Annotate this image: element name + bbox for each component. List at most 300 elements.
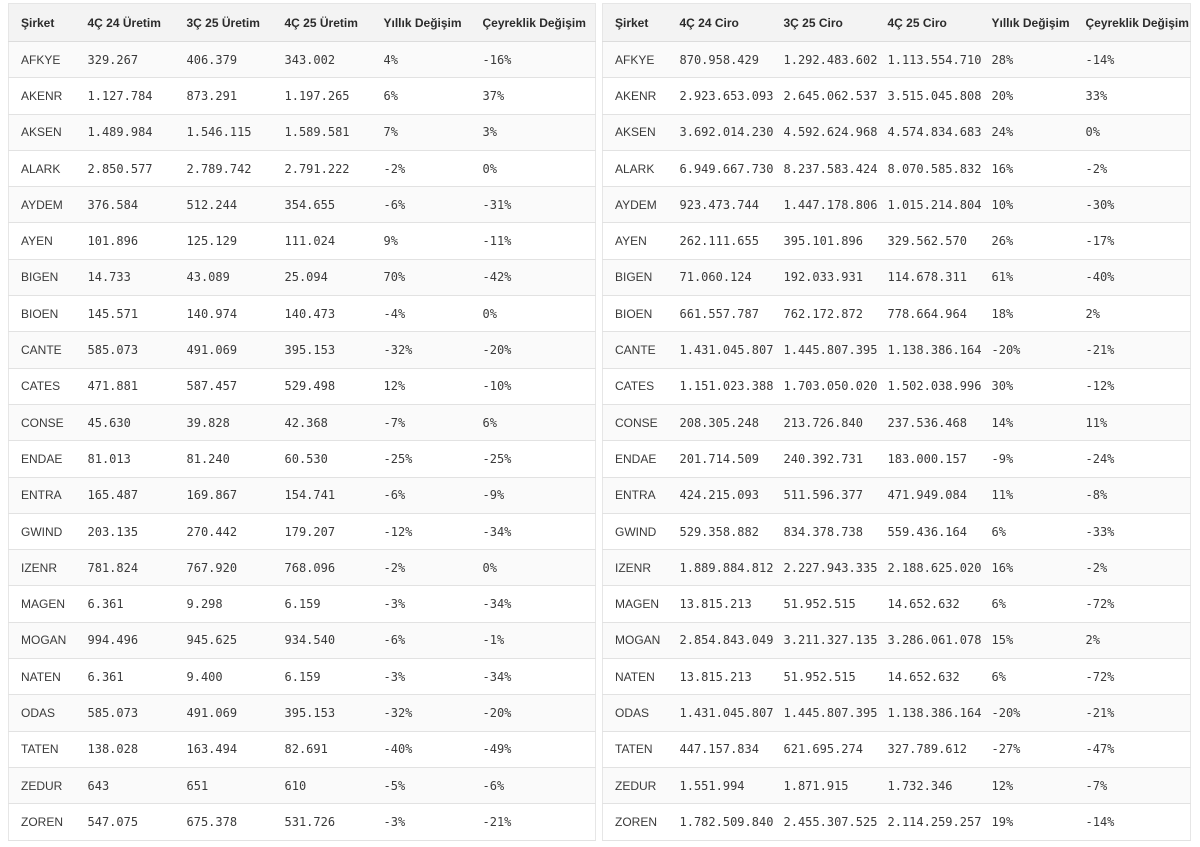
cell-q3-25: 675.378 <box>175 804 273 840</box>
cell-q4-25: 3.515.045.808 <box>876 78 980 114</box>
cell-quarterly-change: 0% <box>471 550 596 586</box>
cell-q4-24: 2.923.653.093 <box>668 78 772 114</box>
cell-q4-24: 45.630 <box>76 404 175 440</box>
cell-quarterly-change: -2% <box>1074 150 1191 186</box>
cell-company: NATEN <box>603 659 668 695</box>
cell-q4-25: 140.473 <box>273 296 372 332</box>
table-header-row <box>9 4 596 42</box>
cell-q3-25: 270.442 <box>175 513 273 549</box>
cell-company: NATEN <box>9 659 76 695</box>
cell-q4-24: 3.692.014.230 <box>668 114 772 150</box>
cell-q4-25: 327.789.612 <box>876 731 980 767</box>
cell-company: AYDEM <box>603 187 668 223</box>
cell-yearly-change: -25% <box>372 441 471 477</box>
cell-q3-25: 873.291 <box>175 78 273 114</box>
table-row <box>603 695 1191 731</box>
table-row <box>9 404 596 440</box>
cell-quarterly-change: -21% <box>1074 695 1191 731</box>
cell-quarterly-change: 3% <box>471 114 596 150</box>
cell-q4-25: 183.000.157 <box>876 441 980 477</box>
col-header-q4-25-production[interactable]: 4Ç 25 Üretim <box>273 4 372 42</box>
cell-q4-25: 60.530 <box>273 441 372 477</box>
cell-yearly-change: 28% <box>980 42 1074 78</box>
cell-q3-25: 8.237.583.424 <box>772 150 876 186</box>
cell-company: TATEN <box>603 731 668 767</box>
cell-quarterly-change: -30% <box>1074 187 1191 223</box>
col-header-yearly-change[interactable]: Yıllık Değişim <box>372 4 471 42</box>
table-row <box>603 114 1191 150</box>
cell-q3-25: 2.789.742 <box>175 150 273 186</box>
cell-q4-24: 6.361 <box>76 586 175 622</box>
cell-q4-24: 1.151.023.388 <box>668 368 772 404</box>
col-header-q3-25-production[interactable]: 3Ç 25 Üretim <box>175 4 273 42</box>
table-row <box>9 332 596 368</box>
cell-yearly-change: 16% <box>980 550 1074 586</box>
cell-q3-25: 51.952.515 <box>772 659 876 695</box>
table-row <box>9 368 596 404</box>
cell-q4-24: 101.896 <box>76 223 175 259</box>
cell-q4-25: 934.540 <box>273 622 372 658</box>
cell-q4-25: 610 <box>273 767 372 803</box>
cell-quarterly-change: -21% <box>471 804 596 840</box>
cell-q3-25: 2.455.307.525 <box>772 804 876 840</box>
table-row <box>603 42 1191 78</box>
cell-yearly-change: 4% <box>372 42 471 78</box>
cell-q3-25: 3.211.327.135 <box>772 622 876 658</box>
cell-q4-25: 42.368 <box>273 404 372 440</box>
table-row <box>9 622 596 658</box>
col-header-q4-24-production[interactable]: 4Ç 24 Üretim <box>76 4 175 42</box>
cell-q4-25: 14.652.632 <box>876 586 980 622</box>
cell-quarterly-change: -33% <box>1074 513 1191 549</box>
cell-q4-25: 6.159 <box>273 659 372 695</box>
cell-yearly-change: -3% <box>372 804 471 840</box>
cell-q4-24: 6.949.667.730 <box>668 150 772 186</box>
cell-quarterly-change: -11% <box>471 223 596 259</box>
cell-quarterly-change: -1% <box>471 622 596 658</box>
table-row <box>603 622 1191 658</box>
table-row <box>603 78 1191 114</box>
cell-q4-25: 3.286.061.078 <box>876 622 980 658</box>
cell-q4-25: 1.113.554.710 <box>876 42 980 78</box>
cell-q4-24: 870.958.429 <box>668 42 772 78</box>
table-row <box>9 259 596 295</box>
cell-q3-25: 1.445.807.395 <box>772 332 876 368</box>
cell-q4-25: 471.949.084 <box>876 477 980 513</box>
cell-q4-25: 179.207 <box>273 513 372 549</box>
cell-q3-25: 1.546.115 <box>175 114 273 150</box>
cell-q4-24: 424.215.093 <box>668 477 772 513</box>
table-row <box>9 767 596 803</box>
cell-q4-24: 329.267 <box>76 42 175 78</box>
cell-company: ODAS <box>603 695 668 731</box>
cell-company: CANTE <box>9 332 76 368</box>
cell-q4-25: 1.589.581 <box>273 114 372 150</box>
col-header-q4-25-revenue[interactable]: 4Ç 25 Ciro <box>876 4 980 42</box>
cell-company: AKENR <box>9 78 76 114</box>
table-row <box>603 477 1191 513</box>
cell-yearly-change: -40% <box>372 731 471 767</box>
cell-q3-25: 140.974 <box>175 296 273 332</box>
cell-company: BIOEN <box>9 296 76 332</box>
cell-q4-25: 82.691 <box>273 731 372 767</box>
production-table <box>8 3 596 841</box>
cell-q3-25: 125.129 <box>175 223 273 259</box>
table-row <box>9 296 596 332</box>
cell-company: AYDEM <box>9 187 76 223</box>
cell-q3-25: 81.240 <box>175 441 273 477</box>
cell-yearly-change: -2% <box>372 150 471 186</box>
cell-company: CATES <box>603 368 668 404</box>
table-row <box>603 296 1191 332</box>
cell-quarterly-change: 11% <box>1074 404 1191 440</box>
cell-yearly-change: 12% <box>980 767 1074 803</box>
cell-q4-25: 237.536.468 <box>876 404 980 440</box>
cell-q4-24: 1.431.045.807 <box>668 332 772 368</box>
cell-yearly-change: 11% <box>980 477 1074 513</box>
cell-q4-24: 203.135 <box>76 513 175 549</box>
cell-q3-25: 9.298 <box>175 586 273 622</box>
table-row <box>603 150 1191 186</box>
cell-q4-24: 208.305.248 <box>668 404 772 440</box>
cell-q3-25: 767.920 <box>175 550 273 586</box>
table-row <box>9 150 596 186</box>
cell-q4-25: 1.138.386.164 <box>876 695 980 731</box>
table-row <box>603 731 1191 767</box>
col-header-company[interactable]: Şirket <box>603 4 668 42</box>
cell-yearly-change: 15% <box>980 622 1074 658</box>
cell-q4-24: 585.073 <box>76 332 175 368</box>
cell-yearly-change: 10% <box>980 187 1074 223</box>
cell-company: MAGEN <box>9 586 76 622</box>
cell-yearly-change: 24% <box>980 114 1074 150</box>
cell-q3-25: 834.378.738 <box>772 513 876 549</box>
cell-q4-25: 343.002 <box>273 42 372 78</box>
cell-q4-24: 2.850.577 <box>76 150 175 186</box>
cell-quarterly-change: 0% <box>471 150 596 186</box>
cell-quarterly-change: -8% <box>1074 477 1191 513</box>
cell-company: ODAS <box>9 695 76 731</box>
cell-company: ZEDUR <box>603 767 668 803</box>
table-row <box>9 695 596 731</box>
cell-q3-25: 762.172.872 <box>772 296 876 332</box>
cell-q4-24: 262.111.655 <box>668 223 772 259</box>
cell-q3-25: 512.244 <box>175 187 273 223</box>
col-header-quarterly-change[interactable]: Çeyreklik Değişim <box>1074 4 1191 42</box>
table-row <box>9 78 596 114</box>
revenue-table <box>602 3 1191 841</box>
cell-q4-25: 6.159 <box>273 586 372 622</box>
cell-yearly-change: 14% <box>980 404 1074 440</box>
cell-yearly-change: -6% <box>372 477 471 513</box>
table-row <box>9 223 596 259</box>
cell-q3-25: 39.828 <box>175 404 273 440</box>
cell-q4-25: 2.791.222 <box>273 150 372 186</box>
cell-q4-25: 154.741 <box>273 477 372 513</box>
cell-company: MAGEN <box>603 586 668 622</box>
cell-yearly-change: -5% <box>372 767 471 803</box>
table-row <box>603 513 1191 549</box>
cell-q4-24: 1.127.784 <box>76 78 175 114</box>
cell-quarterly-change: -12% <box>1074 368 1191 404</box>
cell-quarterly-change: -31% <box>471 187 596 223</box>
cell-q4-24: 471.881 <box>76 368 175 404</box>
table-row <box>9 731 596 767</box>
cell-q3-25: 491.069 <box>175 332 273 368</box>
cell-q4-24: 994.496 <box>76 622 175 658</box>
table-row <box>9 550 596 586</box>
cell-q3-25: 240.392.731 <box>772 441 876 477</box>
cell-quarterly-change: -72% <box>1074 586 1191 622</box>
cell-quarterly-change: -24% <box>1074 441 1191 477</box>
cell-q4-25: 1.015.214.804 <box>876 187 980 223</box>
cell-q3-25: 491.069 <box>175 695 273 731</box>
cell-q4-24: 923.473.744 <box>668 187 772 223</box>
cell-q4-24: 661.557.787 <box>668 296 772 332</box>
cell-yearly-change: 18% <box>980 296 1074 332</box>
cell-company: AKSEN <box>603 114 668 150</box>
table-row <box>9 441 596 477</box>
cell-q4-25: 8.070.585.832 <box>876 150 980 186</box>
cell-q3-25: 1.703.050.020 <box>772 368 876 404</box>
cell-quarterly-change: -47% <box>1074 731 1191 767</box>
cell-company: GWIND <box>603 513 668 549</box>
table-row <box>603 187 1191 223</box>
cell-yearly-change: 6% <box>980 659 1074 695</box>
cell-yearly-change: 6% <box>372 78 471 114</box>
cell-q4-24: 529.358.882 <box>668 513 772 549</box>
cell-yearly-change: 16% <box>980 150 1074 186</box>
table-row <box>9 586 596 622</box>
cell-q3-25: 51.952.515 <box>772 586 876 622</box>
cell-quarterly-change: 2% <box>1074 622 1191 658</box>
cell-q4-25: 25.094 <box>273 259 372 295</box>
cell-q4-24: 6.361 <box>76 659 175 695</box>
cell-quarterly-change: -34% <box>471 586 596 622</box>
cell-q4-24: 138.028 <box>76 731 175 767</box>
cell-company: IZENR <box>603 550 668 586</box>
cell-company: ALARK <box>603 150 668 186</box>
cell-q4-25: 1.732.346 <box>876 767 980 803</box>
cell-q4-24: 13.815.213 <box>668 659 772 695</box>
table-row <box>9 114 596 150</box>
cell-company: AFKYE <box>603 42 668 78</box>
cell-quarterly-change: -2% <box>1074 550 1191 586</box>
cell-company: ENTRA <box>603 477 668 513</box>
cell-quarterly-change: -17% <box>1074 223 1191 259</box>
cell-q3-25: 1.445.807.395 <box>772 695 876 731</box>
table-row <box>603 332 1191 368</box>
cell-q3-25: 4.592.624.968 <box>772 114 876 150</box>
table-row <box>9 187 596 223</box>
cell-yearly-change: -3% <box>372 586 471 622</box>
cell-q4-24: 14.733 <box>76 259 175 295</box>
cell-q4-24: 643 <box>76 767 175 803</box>
cell-q4-24: 201.714.509 <box>668 441 772 477</box>
cell-quarterly-change: -34% <box>471 659 596 695</box>
col-header-yearly-change[interactable]: Yıllık Değişim <box>980 4 1074 42</box>
cell-q4-25: 114.678.311 <box>876 259 980 295</box>
cell-q4-25: 14.652.632 <box>876 659 980 695</box>
cell-yearly-change: -6% <box>372 187 471 223</box>
cell-q4-25: 111.024 <box>273 223 372 259</box>
cell-q3-25: 511.596.377 <box>772 477 876 513</box>
cell-yearly-change: -32% <box>372 695 471 731</box>
cell-yearly-change: -6% <box>372 622 471 658</box>
table-row <box>603 550 1191 586</box>
cell-q4-25: 2.114.259.257 <box>876 804 980 840</box>
cell-q3-25: 1.292.483.602 <box>772 42 876 78</box>
cell-yearly-change: 19% <box>980 804 1074 840</box>
cell-q4-24: 145.571 <box>76 296 175 332</box>
cell-company: TATEN <box>9 731 76 767</box>
cell-company: ENTRA <box>9 477 76 513</box>
cell-q4-25: 768.096 <box>273 550 372 586</box>
cell-q3-25: 43.089 <box>175 259 273 295</box>
cell-q3-25: 406.379 <box>175 42 273 78</box>
cell-company: MOGAN <box>9 622 76 658</box>
col-header-company[interactable]: Şirket <box>9 4 76 42</box>
cell-company: GWIND <box>9 513 76 549</box>
cell-q4-24: 585.073 <box>76 695 175 731</box>
cell-q4-25: 529.498 <box>273 368 372 404</box>
cell-q4-25: 329.562.570 <box>876 223 980 259</box>
cell-q4-24: 1.889.884.812 <box>668 550 772 586</box>
cell-q4-25: 4.574.834.683 <box>876 114 980 150</box>
cell-yearly-change: 70% <box>372 259 471 295</box>
cell-quarterly-change: 6% <box>471 404 596 440</box>
cell-q4-24: 1.489.984 <box>76 114 175 150</box>
cell-yearly-change: -4% <box>372 296 471 332</box>
cell-quarterly-change: -9% <box>471 477 596 513</box>
cell-q4-25: 778.664.964 <box>876 296 980 332</box>
cell-q4-24: 2.854.843.049 <box>668 622 772 658</box>
cell-q4-25: 1.138.386.164 <box>876 332 980 368</box>
cell-q4-25: 531.726 <box>273 804 372 840</box>
cell-quarterly-change: -20% <box>471 695 596 731</box>
cell-company: ALARK <box>9 150 76 186</box>
cell-q4-25: 1.502.038.996 <box>876 368 980 404</box>
cell-q4-24: 1.551.994 <box>668 767 772 803</box>
cell-yearly-change: 61% <box>980 259 1074 295</box>
cell-q3-25: 2.227.943.335 <box>772 550 876 586</box>
cell-company: ENDAE <box>9 441 76 477</box>
col-header-quarterly-change[interactable]: Çeyreklik Değişim <box>471 4 596 42</box>
cell-company: ZOREN <box>9 804 76 840</box>
cell-yearly-change: -2% <box>372 550 471 586</box>
cell-q4-25: 559.436.164 <box>876 513 980 549</box>
cell-q4-24: 13.815.213 <box>668 586 772 622</box>
cell-company: CATES <box>9 368 76 404</box>
table-header-row <box>603 4 1191 42</box>
table-row <box>603 404 1191 440</box>
table-row <box>603 223 1191 259</box>
cell-yearly-change: -20% <box>980 332 1074 368</box>
cell-quarterly-change: -21% <box>1074 332 1191 368</box>
cell-q4-24: 376.584 <box>76 187 175 223</box>
cell-yearly-change: 30% <box>980 368 1074 404</box>
cell-quarterly-change: -7% <box>1074 767 1191 803</box>
cell-yearly-change: 6% <box>980 586 1074 622</box>
cell-q3-25: 395.101.896 <box>772 223 876 259</box>
table-row <box>9 513 596 549</box>
cell-q4-25: 395.153 <box>273 695 372 731</box>
cell-yearly-change: 7% <box>372 114 471 150</box>
cell-quarterly-change: 2% <box>1074 296 1191 332</box>
table-row <box>603 441 1191 477</box>
cell-q4-24: 447.157.834 <box>668 731 772 767</box>
cell-quarterly-change: 37% <box>471 78 596 114</box>
cell-company: MOGAN <box>603 622 668 658</box>
cell-quarterly-change: 0% <box>471 296 596 332</box>
cell-quarterly-change: -72% <box>1074 659 1191 695</box>
cell-q3-25: 169.867 <box>175 477 273 513</box>
cell-quarterly-change: -42% <box>471 259 596 295</box>
cell-quarterly-change: -40% <box>1074 259 1191 295</box>
cell-q3-25: 163.494 <box>175 731 273 767</box>
cell-quarterly-change: -6% <box>471 767 596 803</box>
cell-company: AFKYE <box>9 42 76 78</box>
cell-quarterly-change: -34% <box>471 513 596 549</box>
col-header-q3-25-revenue[interactable]: 3Ç 25 Ciro <box>772 4 876 42</box>
cell-yearly-change: 26% <box>980 223 1074 259</box>
cell-company: AKSEN <box>9 114 76 150</box>
table-row <box>9 477 596 513</box>
table-row <box>603 767 1191 803</box>
table-row <box>603 804 1191 840</box>
cell-q3-25: 587.457 <box>175 368 273 404</box>
cell-company: BIGEN <box>9 259 76 295</box>
cell-company: CANTE <box>603 332 668 368</box>
cell-quarterly-change: -25% <box>471 441 596 477</box>
table-row <box>9 42 596 78</box>
cell-yearly-change: 12% <box>372 368 471 404</box>
cell-company: AKENR <box>603 78 668 114</box>
cell-quarterly-change: -10% <box>471 368 596 404</box>
cell-company: BIGEN <box>603 259 668 295</box>
cell-q4-24: 547.075 <box>76 804 175 840</box>
cell-q4-24: 1.782.509.840 <box>668 804 772 840</box>
cell-q4-24: 81.013 <box>76 441 175 477</box>
table-row <box>603 659 1191 695</box>
cell-q4-24: 1.431.045.807 <box>668 695 772 731</box>
cell-q4-25: 1.197.265 <box>273 78 372 114</box>
cell-quarterly-change: -49% <box>471 731 596 767</box>
cell-company: CONSE <box>9 404 76 440</box>
cell-yearly-change: 9% <box>372 223 471 259</box>
cell-yearly-change: -9% <box>980 441 1074 477</box>
cell-yearly-change: -7% <box>372 404 471 440</box>
cell-q3-25: 192.033.931 <box>772 259 876 295</box>
cell-q4-25: 354.655 <box>273 187 372 223</box>
cell-company: ZOREN <box>603 804 668 840</box>
cell-yearly-change: -20% <box>980 695 1074 731</box>
cell-company: IZENR <box>9 550 76 586</box>
col-header-q4-24-revenue[interactable]: 4Ç 24 Ciro <box>668 4 772 42</box>
cell-q3-25: 945.625 <box>175 622 273 658</box>
cell-yearly-change: -12% <box>372 513 471 549</box>
cell-quarterly-change: 33% <box>1074 78 1191 114</box>
table-row <box>603 586 1191 622</box>
cell-q3-25: 621.695.274 <box>772 731 876 767</box>
cell-quarterly-change: 0% <box>1074 114 1191 150</box>
cell-q3-25: 1.447.178.806 <box>772 187 876 223</box>
cell-yearly-change: 20% <box>980 78 1074 114</box>
cell-q3-25: 651 <box>175 767 273 803</box>
cell-yearly-change: -32% <box>372 332 471 368</box>
cell-q3-25: 1.871.915 <box>772 767 876 803</box>
cell-q4-24: 165.487 <box>76 477 175 513</box>
